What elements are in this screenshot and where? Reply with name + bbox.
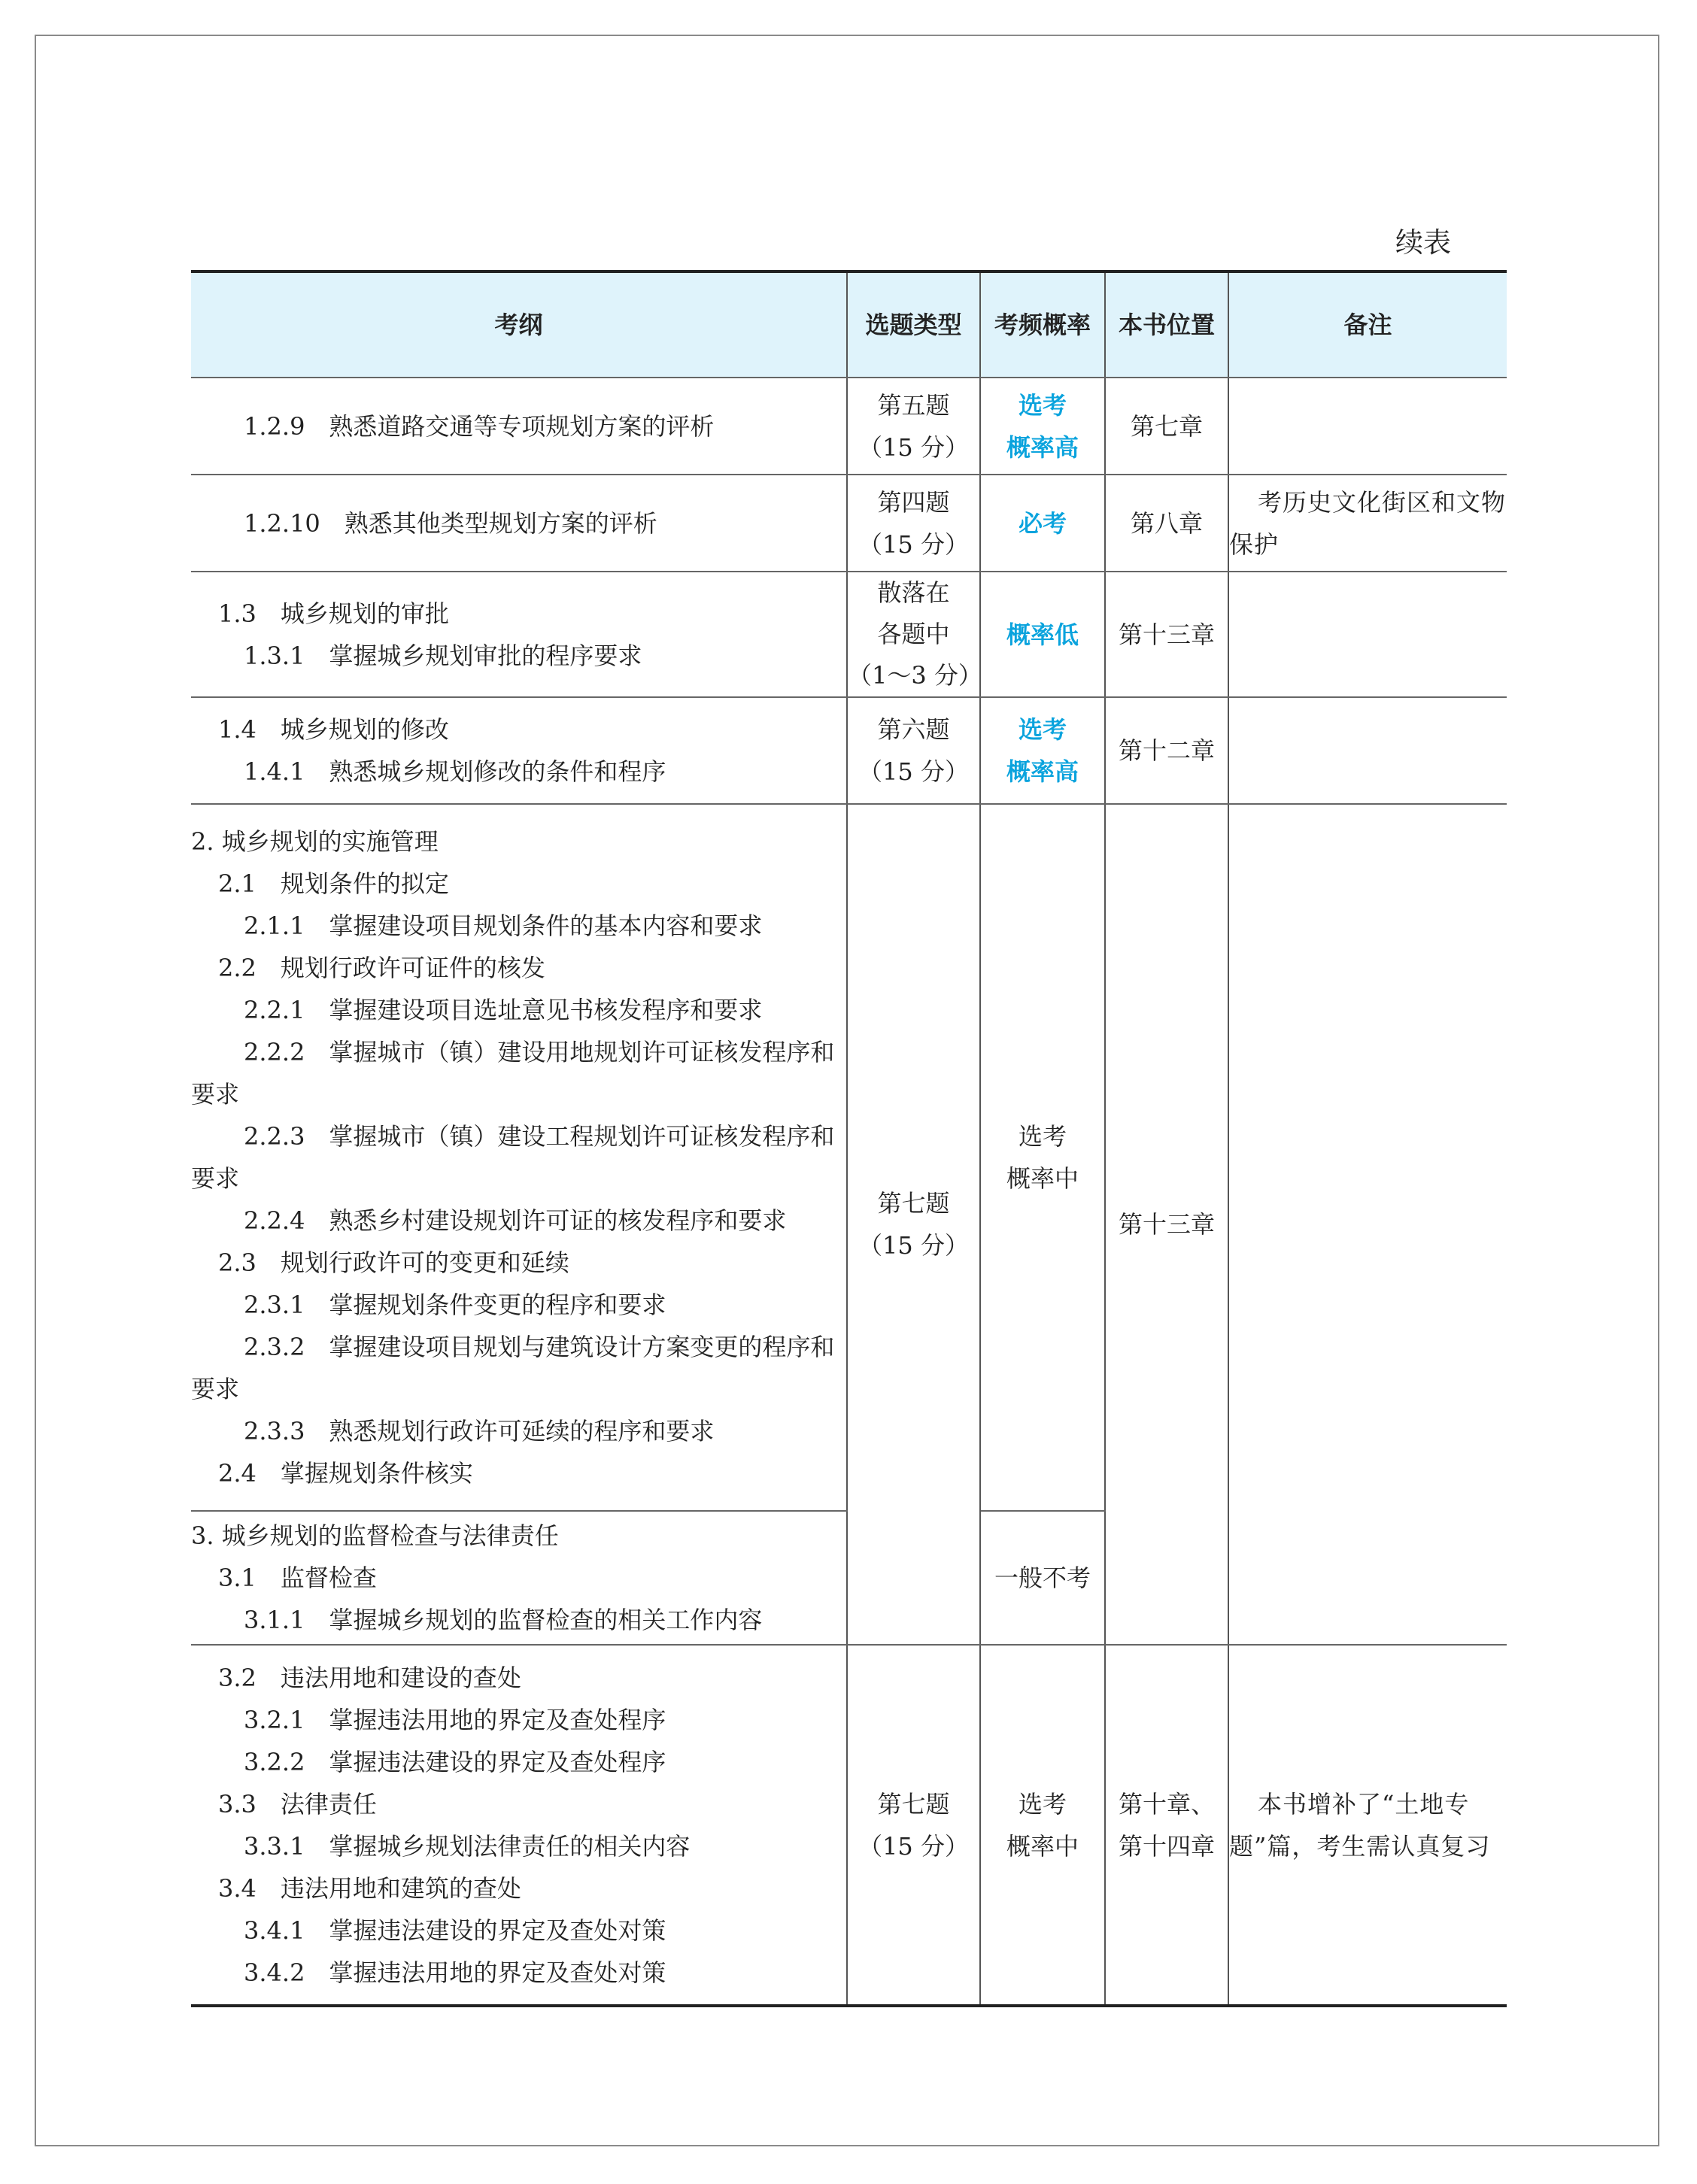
outline-item: 3. 城乡规划的监督检查与法律责任 xyxy=(191,1521,559,1550)
frequency-line: 必考 xyxy=(1018,508,1067,538)
outline-cell xyxy=(191,378,847,475)
question-type-line: 第六题 xyxy=(877,715,950,744)
chapter-label: 第八章 xyxy=(1130,508,1203,538)
score-line: （15 分） xyxy=(858,529,969,559)
frequency-line: 概率高 xyxy=(1006,432,1079,462)
outline-item: 2.2.1 掌握建设项目选址意见书核发程序和要求 xyxy=(244,996,763,1024)
remarks-cell xyxy=(1228,804,1507,1645)
frequency-line: 一般不考 xyxy=(994,1564,1091,1592)
frequency-line: 选考 xyxy=(1018,390,1067,420)
syllabus-table xyxy=(191,270,1507,2007)
outline-item: 1.4.1 熟悉城乡规划修改的条件和程序 xyxy=(244,757,666,786)
remarks-cell: 本书增补了“土地专题”篇，考生需认真复习 xyxy=(1228,1645,1507,2006)
frequency-line: 概率低 xyxy=(1006,620,1079,649)
header-frequency: 考频概率 xyxy=(980,271,1105,378)
outline-item: 1.4 城乡规划的修改 xyxy=(218,715,449,744)
book-position-cell xyxy=(1105,697,1228,804)
question-type-line: 散落在 xyxy=(877,578,950,607)
outline-cell xyxy=(191,804,847,1511)
frequency-line: 概率高 xyxy=(1006,757,1079,786)
score-line: （15 分） xyxy=(858,1831,969,1861)
question-type-line: 第七题 xyxy=(877,1789,950,1818)
question-type-cell xyxy=(847,378,980,475)
table-continued-caption: 续表 xyxy=(1395,226,1451,259)
frequency-cell xyxy=(980,1511,1105,1645)
header-outline: 考纲 xyxy=(191,271,847,378)
question-type-line: 各题中 xyxy=(877,620,950,648)
book-position-cell xyxy=(1105,378,1228,475)
score-line: （15 分） xyxy=(858,757,969,786)
outline-item: 2.3.2 掌握建设项目规划与建筑设计方案变更的程序和要求 xyxy=(191,1333,835,1403)
book-position-cell xyxy=(1105,572,1228,697)
outline-item: 3.1.1 掌握城乡规划的监督检查的相关工作内容 xyxy=(244,1606,763,1634)
chapter-label: 第十二章 xyxy=(1118,736,1215,765)
outline-item: 1.3.1 掌握城乡规划审批的程序要求 xyxy=(244,641,642,670)
outline-item: 1.2.10 熟悉其他类型规划方案的评析 xyxy=(244,508,657,538)
frequency-line: 概率中 xyxy=(1006,1831,1079,1861)
remarks-cell xyxy=(1228,697,1507,804)
outline-item: 3.1 监督检查 xyxy=(218,1564,377,1592)
outline-item: 3.4.2 掌握违法用地的界定及查处对策 xyxy=(244,1958,666,1987)
frequency-line: 选考 xyxy=(1018,715,1067,744)
outline-item: 2.2.2 掌握城市（镇）建设用地规划许可证核发程序和要求 xyxy=(191,1038,835,1109)
table-row xyxy=(191,1645,1507,2006)
table-row xyxy=(191,475,1507,572)
outline-item: 3.4 违法用地和建筑的查处 xyxy=(218,1873,521,1903)
table-row xyxy=(191,697,1507,804)
question-type-cell xyxy=(847,697,980,804)
outline-item: 2.3.1 掌握规划条件变更的程序和要求 xyxy=(244,1291,666,1319)
outline-item: 3.4.1 掌握违法建设的界定及查处对策 xyxy=(244,1916,666,1945)
table-row xyxy=(191,572,1507,697)
book-position-cell xyxy=(1105,475,1228,572)
outline-cell xyxy=(191,1645,847,2006)
frequency-line: 选考 xyxy=(1018,1789,1067,1818)
chapter-label: 第十四章 xyxy=(1118,1831,1215,1861)
header-book-position: 本书位置 xyxy=(1105,271,1228,378)
score-line: （15 分） xyxy=(858,1231,969,1260)
outline-item: 2.2.3 掌握城市（镇）建设工程规划许可证核发程序和要求 xyxy=(191,1122,835,1193)
outline-item: 1.3 城乡规划的审批 xyxy=(218,599,449,628)
outline-item: 3.2 违法用地和建设的查处 xyxy=(218,1663,521,1692)
outline-item: 3.2.2 掌握违法建设的界定及查处程序 xyxy=(244,1747,666,1776)
remarks-cell: 考历史文化街区和文物保护 xyxy=(1228,475,1507,572)
outline-item: 2.2.4 熟悉乡村建设规划许可证的核发程序和要求 xyxy=(244,1206,787,1235)
outline-item: 2.1 规划条件的拟定 xyxy=(218,869,449,898)
outline-item: 2.3.3 熟悉规划行政许可延续的程序和要求 xyxy=(244,1417,715,1445)
frequency-line: 概率中 xyxy=(1006,1164,1079,1193)
outline-item: 3.2.1 掌握违法用地的界定及查处程序 xyxy=(244,1705,666,1734)
question-type-cell xyxy=(847,475,980,572)
question-type-cell xyxy=(847,804,980,1645)
score-line: （1～3 分） xyxy=(848,661,982,690)
outline-cell xyxy=(191,697,847,804)
chapter-label: 第七章 xyxy=(1130,411,1203,441)
question-type-line: 第四题 xyxy=(877,487,950,517)
table-row xyxy=(191,378,1507,475)
outline-item: 3.3 法律责任 xyxy=(218,1789,377,1818)
outline-cell xyxy=(191,475,847,572)
frequency-cell xyxy=(980,475,1105,572)
book-position-cell xyxy=(1105,804,1228,1645)
frequency-cell xyxy=(980,804,1105,1511)
frequency-cell xyxy=(980,572,1105,697)
question-type-cell xyxy=(847,1645,980,2006)
outline-item: 2.2 规划行政许可证件的核发 xyxy=(218,954,545,982)
remarks-cell xyxy=(1228,378,1507,475)
remarks-cell xyxy=(1228,572,1507,697)
outline-item: 2. 城乡规划的实施管理 xyxy=(191,827,439,856)
question-type-line: 第五题 xyxy=(877,390,950,420)
frequency-line: 选考 xyxy=(1018,1122,1067,1151)
question-type-cell xyxy=(847,572,980,697)
chapter-label: 第十三章 xyxy=(1118,620,1215,649)
outline-cell xyxy=(191,1511,847,1645)
header-remarks: 备注 xyxy=(1228,271,1507,378)
book-position-cell xyxy=(1105,1645,1228,2006)
outline-item: 2.1.1 掌握建设项目规划条件的基本内容和要求 xyxy=(244,912,763,940)
chapter-label: 第十三章 xyxy=(1118,1210,1215,1239)
score-line: （15 分） xyxy=(858,432,969,462)
outline-item: 1.2.9 熟悉道路交通等专项规划方案的评析 xyxy=(244,411,715,441)
chapter-label: 第十章、 xyxy=(1118,1789,1215,1818)
outline-item: 2.3 规划行政许可的变更和延续 xyxy=(218,1248,569,1277)
outline-item: 2.4 掌握规划条件核实 xyxy=(218,1459,473,1488)
frequency-cell xyxy=(980,697,1105,804)
frequency-cell xyxy=(980,1645,1105,2006)
table-row xyxy=(191,804,1507,1511)
outline-item: 3.3.1 掌握城乡规划法律责任的相关内容 xyxy=(244,1831,691,1861)
table-header-row xyxy=(191,271,1507,378)
frequency-cell xyxy=(980,378,1105,475)
question-type-line: 第七题 xyxy=(877,1189,950,1218)
header-question-type: 选题类型 xyxy=(847,271,980,378)
outline-cell xyxy=(191,572,847,697)
